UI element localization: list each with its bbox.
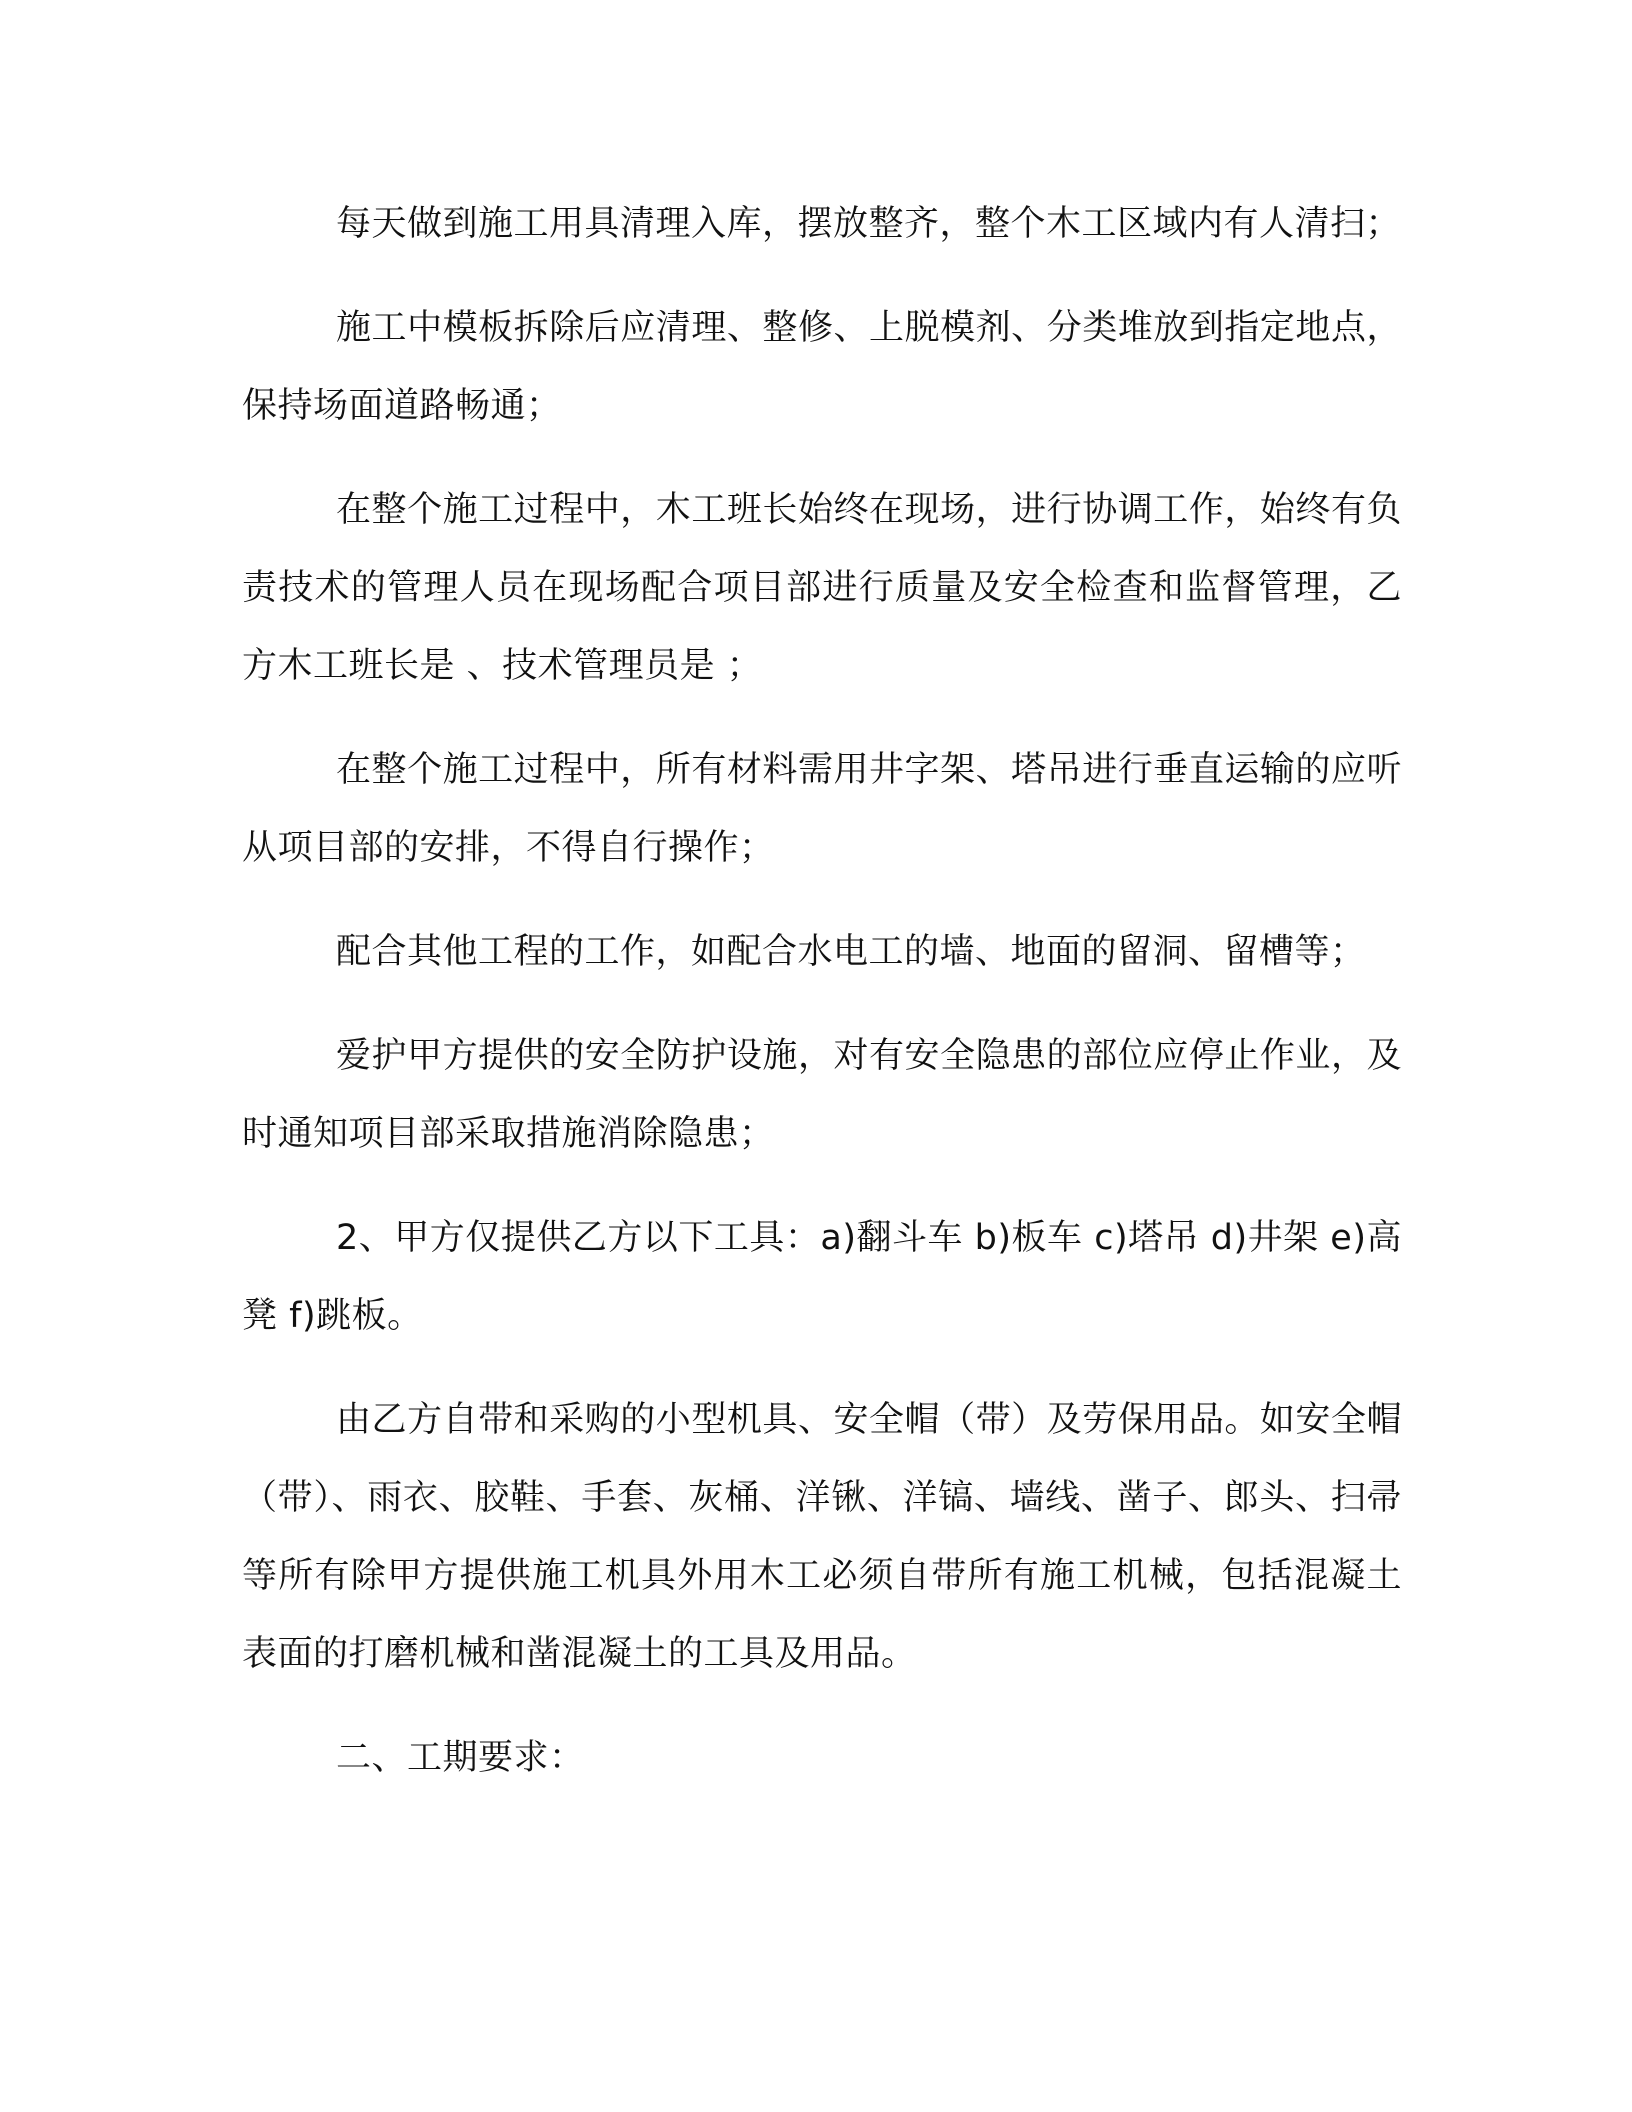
paragraph-tool-cleanup: 每天做到施工用具清理入库，摆放整齐，整个木工区域内有人清扫； (336, 204, 1402, 244)
paragraph-safety-facilities: 爱护甲方提供的安全防护设施，对有安全隐患的部位应停止作业，及时通知项目部采取措施消除隐患； (242, 1036, 1402, 1154)
paragraph-formwork-removal: 施工中模板拆除后应清理、整修、上脱模剂、分类堆放到指定地点，保持场面道路畅通； (242, 308, 1402, 426)
paragraph-party-b-equipment: 由乙方自带和采购的小型机具、安全帽（带）及劳保用品。如安全帽（带）、雨衣、胶鞋、手套、灰桶、洋锹、洋镐、墙线、凿子、郎头、扫帚等所有除甲方提供施工机具外用木工必须自带所有施工机械，包括混凝土表面的打磨机械和凿混凝土的工具及用品。 (242, 1400, 1402, 1674)
section-heading-schedule: 二、工期要求： (336, 1738, 585, 1778)
paragraph-site-supervision: 在整个施工过程中，木工班长始终在现场，进行协调工作，始终有负责技术的管理人员在现场配合项目部进行质量及安全检查和监督管理，乙方木工班长是 、技术管理员是 ； (242, 490, 1402, 686)
paragraph-party-a-tools: 2、甲方仅提供乙方以下工具：a)翻斗车 b)板车 c)塔吊 d)井架 e)高凳 f)跳板。 (242, 1218, 1402, 1336)
paragraph-vertical-transport: 在整个施工过程中，所有材料需用井字架、塔吊进行垂直运输的应听从项目部的安排，不得自行操作； (242, 750, 1402, 868)
document-body (242, 185, 1402, 1823)
paragraph-coordination: 配合其他工程的工作，如配合水电工的墙、地面的留洞、留槽等； (336, 932, 1366, 972)
